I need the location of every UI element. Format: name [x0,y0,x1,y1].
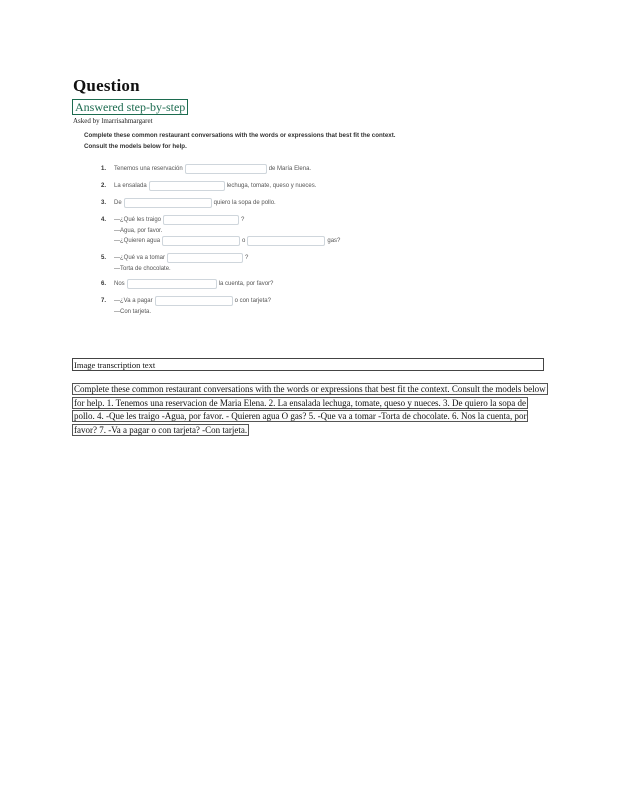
exercise-line [101,252,504,264]
item-text: —Con tarjeta. [114,308,152,315]
item-text: gas? [327,238,341,244]
answer-blank [124,198,212,208]
answer-blank [162,236,240,246]
item-text: o con tarjeta? [234,298,271,304]
item-text: —¿Qué va a tomar [114,255,166,261]
exercise-item [101,214,504,247]
exercise-line [101,180,504,192]
exercise-line [114,307,504,316]
item-text: quiero la sopa de pollo. [213,200,276,206]
answer-blank [247,236,325,246]
item-text: —¿Va a pagar [114,298,153,304]
exercise-line [101,278,504,290]
instruction-line: Consult the models below for help. [84,142,187,150]
item-text: Tenemos una reservación [114,166,183,172]
exercise-line [101,197,504,209]
instruction-line: Complete these common restaurant conversations with the words or expressions that best fit the context. [84,132,396,139]
item-text: —¿Qué les traigo [114,217,162,223]
transcription-label: Image transcription text [72,358,544,371]
exercise-item [101,252,504,273]
answer-blank [185,164,267,174]
item-number: 7. [101,298,107,304]
item-number: 1. [101,166,107,172]
item-text: ? [245,255,249,261]
page-title: Question [73,76,140,95]
exercise-item [101,295,504,316]
exercise-item [101,180,504,192]
exercise-line [101,295,504,307]
exercise-item [101,278,504,290]
answer-blank [163,215,239,225]
item-text: lechuga, tomate, queso y nueces. [226,183,317,189]
item-text: —¿Quieren agua [114,238,161,244]
item-text: la cuenta, por favor? [218,281,274,287]
answer-blank [127,279,217,289]
item-text: de María Elena. [268,166,312,172]
item-number: 4. [101,217,107,223]
exercise-line [114,226,504,235]
transcription-box [72,383,546,437]
item-number: 6. [101,281,107,287]
answer-blank [155,296,233,306]
exercise-line [101,163,504,175]
item-text: De [114,200,122,206]
item-text: —Agua, por favor. [114,227,163,234]
exercise-image [84,131,504,316]
item-text: —Torta de chocolate. [114,265,171,272]
exercise-line [114,264,504,273]
transcription-text: Complete these common restaurant conversations with the words or expressions that best fit the context. Consult the models below for help. 1. Tenemos una reservacion de Maria Elena. 2. La ensalada lechuga, tomate, queso y nueces. 3. De quiero la sopa de pollo. 4. -Que les traigo -Agua, por favor. - Quieren agua O gas? 5. -Que va a tomar -Torta de chocolate. 6. Nos la cuenta, por favor? 7. -Va a pagar o con tarjeta? -Con tarjeta. [74,384,546,435]
answer-blank [149,181,225,191]
asked-by-text: Asked by lmarrisahmargaret [73,117,153,125]
exercise-line [114,235,504,247]
answer-blank [167,253,243,263]
item-number: 3. [101,200,107,206]
item-text: Nos [114,281,125,287]
item-number: 5. [101,255,107,261]
exercise-item [101,197,504,209]
exercise-items [84,163,504,316]
item-text: La ensalada [114,183,147,189]
exercise-line [101,214,504,226]
exercise-instructions [84,131,504,152]
item-text: o [242,238,246,244]
item-text: ? [241,217,245,223]
item-number: 2. [101,183,107,189]
answered-badge[interactable]: Answered step-by-step [72,99,188,115]
exercise-item [101,163,504,175]
